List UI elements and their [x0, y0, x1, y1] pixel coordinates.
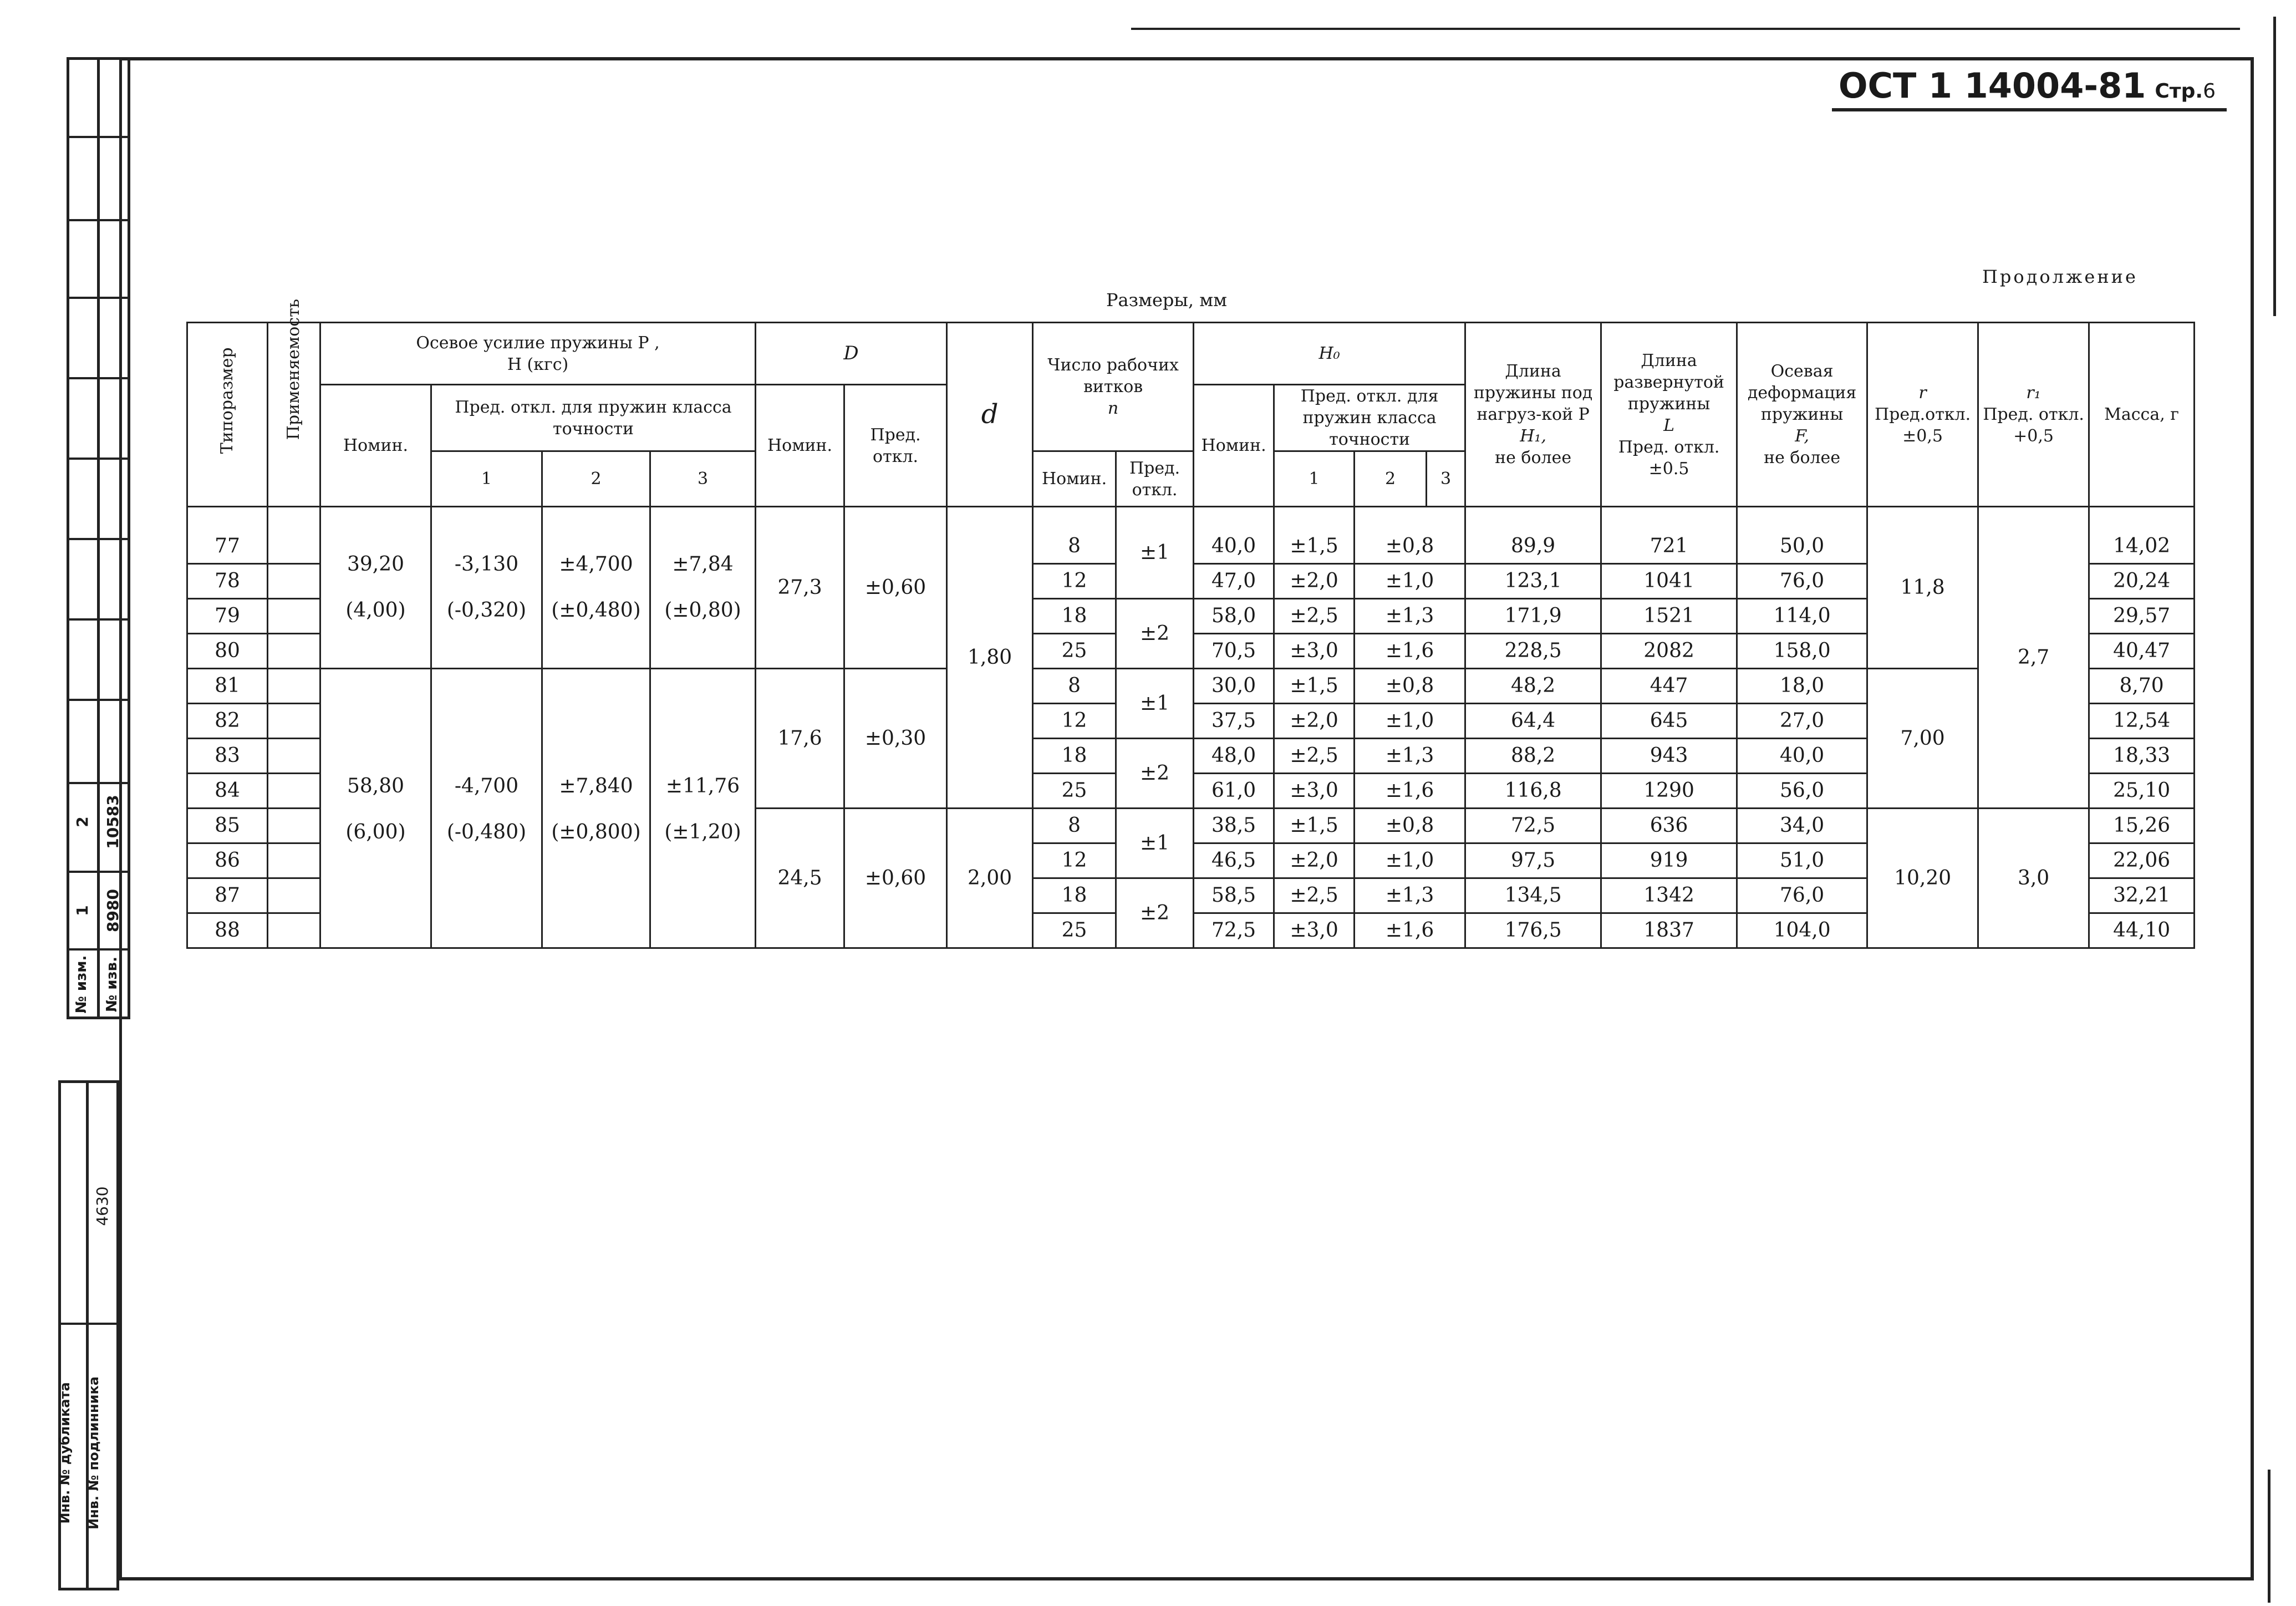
doc-1: 8980 — [104, 889, 122, 932]
g12-d: 1,80 — [947, 507, 1033, 809]
th-turns: Число рабочих витков n — [1033, 323, 1194, 451]
row-81: 81 58,80 (6,00) -4,700 (-0,480) ±7,840 (±0,800) ±11,76 (±1,20) 17,6 ±0,30 8 ±1 30,0 ±1,5 ±0,8 48,2 447 18,0 7,00 8,70 — [187, 669, 2195, 704]
inv-original-number: 4630 — [93, 1186, 111, 1226]
turns-tol-83-84: ±2 — [1116, 739, 1194, 809]
page-number: 6 — [2203, 80, 2216, 103]
inv-duplicate-label: Инв. № дубликата — [57, 1382, 73, 1524]
th-turns-nominal: Номин. — [1033, 451, 1116, 507]
th-class-3: 3 — [650, 451, 756, 507]
turns-tol-81-82: ±1 — [1116, 669, 1194, 739]
g1-force-t1: -3,130 (-0,320) — [431, 507, 542, 669]
edge-mark-bottom — [2268, 1470, 2270, 1603]
th-length-loaded: Длина пружины под нагруз-кой P H₁, не более — [1465, 323, 1601, 507]
th-D-nominal: Номин. — [756, 385, 844, 507]
turns-tol-77-78: ±1 — [1116, 507, 1194, 599]
document-code — [1832, 65, 2227, 111]
g12-r1: 2,7 — [1978, 507, 2089, 809]
th-axial-force: Осевое усилие пружины P , Н (кгс) — [320, 323, 756, 385]
g1-D-tol: ±0,60 — [844, 507, 947, 669]
row-84: 84 25 61,0 ±3,0 ±1,6 116,8 1290 56,0 25,10 — [187, 774, 2195, 809]
g1-r: 11,8 — [1867, 507, 1978, 669]
g23-force-t1: -4,700 (-0,480) — [431, 669, 542, 948]
row-78: 78 12 47,0 ±2,0 ±1,0 123,1 1041 76,0 20,24 — [187, 564, 2195, 599]
g1-force-t2: ±4,700 (±0,480) — [542, 507, 650, 669]
th-d: d — [947, 323, 1033, 507]
g23-force-t2: ±7,840 (±0,800) — [542, 669, 650, 948]
doc-code-text: ОСТ 1 14004-81 — [1838, 65, 2146, 106]
continuation-label: Продолжение — [1982, 266, 2138, 287]
row-85: 85 24,5 ±0,60 2,00 8 ±1 38,5 ±1,5 ±0,8 72,5 636 34,0 10,20 3,0 15,26 — [187, 809, 2195, 843]
row-77: 77 8 40,0 ±1,5 ±0,8 89,9 721 50,0 14,02 — [187, 530, 2195, 564]
th-size: Типоразмер — [187, 323, 268, 507]
row-79: 79 18 ±2 58,0 ±2,5 ±1,3 171,9 1521 114,0 29,57 — [187, 599, 2195, 634]
th-force-nominal: Номин. — [320, 385, 431, 507]
th-D: D — [756, 323, 947, 385]
doc-2: 10583 — [104, 795, 122, 849]
row-87: 87 18 ±2 58,5 ±2,5 ±1,3 134,5 1342 76,0 32,21 — [187, 878, 2195, 913]
change-no-label: № изм. — [73, 955, 90, 1014]
g3-D-tol: ±0,60 — [844, 809, 947, 948]
g2-r: 7,00 — [1867, 669, 1978, 809]
th-class-1: 1 — [431, 451, 542, 507]
th-axial-deformation: Осевая деформация пружины F, не более — [1737, 323, 1867, 507]
g1-force-nominal: 39,20 (4,00) — [320, 507, 431, 669]
g1-force-t3: ±7,84 (±0,80) — [650, 507, 756, 669]
th-H0-tolerance: Пред. откл. для пружин класса точности — [1274, 385, 1465, 451]
g23-force-nominal: 58,80 (6,00) — [320, 669, 431, 948]
change-2: 2 — [73, 816, 91, 827]
edge-mark-top — [2273, 17, 2276, 316]
th-mass: Масса, г — [2089, 323, 2195, 507]
g3-r1: 3,0 — [1978, 809, 2089, 948]
row-82: 82 12 37,5 ±2,0 ±1,0 64,4 645 27,0 12,54 — [187, 704, 2195, 739]
turns-tol-87-88: ±2 — [1116, 878, 1194, 948]
g3-r: 10,20 — [1867, 809, 1978, 948]
row-88: 88 25 72,5 ±3,0 ±1,6 176,5 1837 104,0 44,10 — [187, 913, 2195, 948]
row-83: 83 18 ±2 48,0 ±2,5 ±1,3 88,2 943 40,0 18,33 — [187, 739, 2195, 774]
g1-D: 27,3 — [756, 507, 844, 669]
th-force-tolerance: Пред. откл. для пружин класса точности — [431, 385, 756, 451]
g3-D: 24,5 — [756, 809, 844, 948]
th-r: r Пред.откл. ±0,5 — [1867, 323, 1978, 507]
change-1: 1 — [73, 905, 91, 916]
row-86: 86 12 46,5 ±2,0 ±1,0 97,5 919 51,0 22,06 — [187, 843, 2195, 878]
page-label: Стр. — [2155, 80, 2203, 103]
top-rule — [1131, 28, 2240, 30]
g23-force-t3: ±11,76 (±1,20) — [650, 669, 756, 948]
th-class-2: 2 — [542, 451, 650, 507]
row-80: 80 25 70,5 ±3,0 ±1,6 228,5 2082 158,0 40,47 — [187, 634, 2195, 669]
th-H0-class-3: 3 — [1427, 451, 1465, 507]
th-H0-class-2: 2 — [1355, 451, 1427, 507]
doc-no-label: № изв. — [104, 957, 120, 1012]
th-applicability: Применяемость — [268, 323, 320, 507]
th-D-tolerance: Пред. откл. — [844, 385, 947, 507]
th-turns-tolerance: Пред. откл. — [1116, 451, 1194, 507]
g2-D: 17,6 — [756, 669, 844, 809]
turns-tol-85-86: ±1 — [1116, 809, 1194, 878]
th-r1: r₁ Пред. откл. +0,5 — [1978, 323, 2089, 507]
g3-d: 2,00 — [947, 809, 1033, 948]
turns-tol-79-80: ±2 — [1116, 599, 1194, 669]
inv-original-label: Инв. № подлинника — [86, 1376, 101, 1529]
th-length-unrolled: Длина развернутой пружины L Пред. откл. ±0.5 — [1601, 323, 1737, 507]
th-H0-nominal: Номин. — [1194, 385, 1274, 507]
g2-D-tol: ±0,30 — [844, 669, 947, 809]
th-H0: H₀ — [1194, 323, 1465, 385]
th-H0-class-1: 1 — [1274, 451, 1355, 507]
sizes-caption: Размеры, мм — [1106, 289, 1227, 311]
